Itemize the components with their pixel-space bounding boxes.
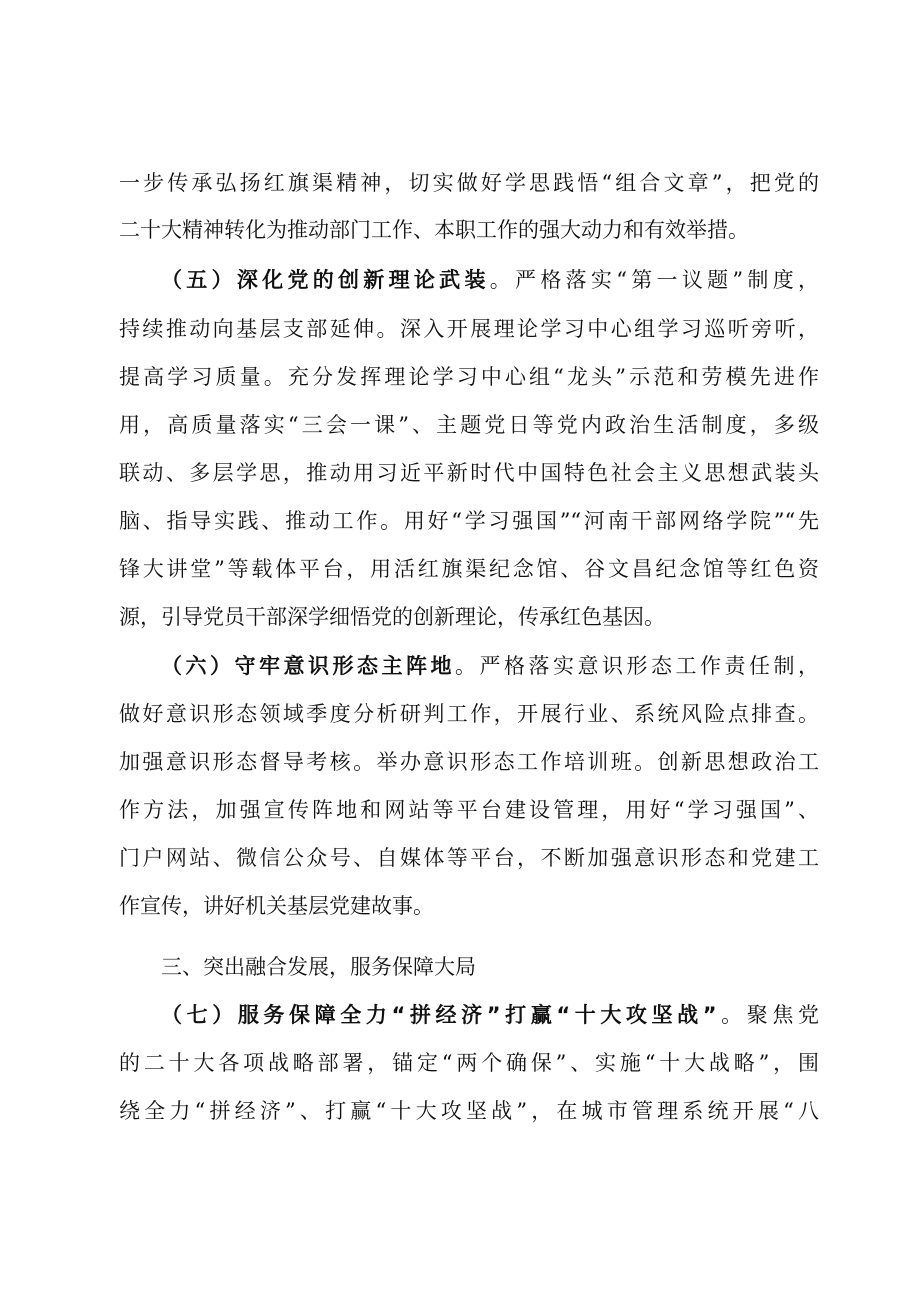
section5-first-line: [161, 264, 819, 296]
section5-line: 用，高质量落实“三会一课”、主题党日等党内政治生活制度，多级: [119, 413, 819, 437]
section6-first-line-rest: 。严格落实意识形态工作责任制，: [455, 654, 819, 678]
section5-line: 持续推动向基层支部延伸。深入开展理论学习中心组学习巡听旁听，: [119, 317, 819, 341]
section5-line: 联动、多层学思，推动用习近平新时代中国特色社会主义思想武装头: [119, 461, 819, 485]
section7-title: （七）服务保障全力“拼经济”打赢“十大攻坚战”: [161, 1003, 717, 1027]
section5-line: 源，引导党员干部深学细悟党的创新理论，传承红色基因。: [119, 605, 665, 629]
section5-line: 锋大讲堂”等载体平台，用活红旗渠纪念馆、谷文昌纪念馆等红色资: [119, 557, 819, 581]
section6-line: 做好意识形态领域季度分析研判工作，开展行业、系统风险点排查。: [119, 702, 819, 726]
section6-line: 作宣传，讲好机关基层党建故事。: [119, 894, 434, 918]
section7-line: 绕全力“拼经济”、打赢“十大攻坚战”，在城市管理系统开展“八: [119, 1099, 819, 1123]
intro-line: 二十大精神转化为推动部门工作、本职工作的强大动力和有效举措。: [119, 218, 749, 242]
section6-line: 加强意识形态督导考核。举办意识形态工作培训班。创新思想政治工: [119, 750, 819, 774]
section5-first-line-rest: 。严格落实“第一议题”制度，: [489, 268, 819, 292]
section6-first-line: [161, 650, 819, 682]
section6-line: 门户网站、微信公众号、自媒体等平台，不断加强意识形态和党建工: [119, 846, 819, 870]
section6-line: 作方法，加强宣传阵地和网站等平台建设管理，用好“学习强国”、: [119, 798, 819, 822]
section6-title: （六）守牢意识形态主阵地: [161, 654, 455, 678]
section7-line: 的二十大各项战略部署，锚定“两个确保”、实施“十大战略”，围: [119, 1051, 819, 1075]
section7-first-line-rest: 。聚焦党: [716, 1003, 819, 1027]
section7-first-line: [161, 999, 819, 1031]
section5-line: 提高学习质量。充分发挥理论学习中心组“龙头”示范和劳模先进作: [119, 365, 819, 389]
intro-line: 一步传承弘扬红旗渠精神，切实做好学思践悟“组合文章”，把党的: [119, 171, 819, 195]
section5-title: （五）深化党的创新理论武装: [161, 268, 490, 292]
section5-line: 脑、指导实践、推动工作。用好“学习强国”“河南干部网络学院”“先: [119, 509, 819, 533]
part3-heading: 三、突出融合发展，服务保障大局: [161, 955, 476, 979]
